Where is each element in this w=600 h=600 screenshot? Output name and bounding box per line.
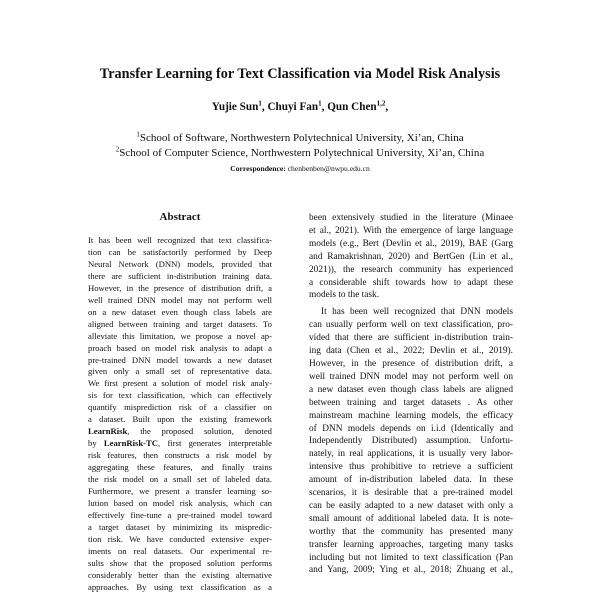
body-line: and Yang, 2009; Ying et al., 2018; Zhuang et al., (309, 565, 513, 576)
abstract-line: It has been well recognized that text classifica- (88, 235, 272, 245)
affiliations (0, 131, 600, 161)
abstract-line (88, 426, 272, 438)
body-line: can be easily adapted to a new dataset with only a (309, 500, 513, 511)
abstract-line: on a new dataset even though class labels are (88, 306, 272, 317)
author-affil-marker: 1,2 (376, 99, 386, 108)
body-line: between training and target datasets . As other (309, 397, 513, 408)
abstract-line: pre-trained DNN model towards a new dataset (88, 354, 272, 365)
intro-paragraph (309, 306, 513, 577)
body-line: well trained DNN model may not perform well on (309, 371, 513, 382)
abstract-text: , the proposed solution, denoted (127, 426, 272, 437)
abstract-line: well trained DNN model may not perform well (88, 294, 272, 305)
abstract-line: a target dataset by minimizing its mispredic- (88, 521, 272, 532)
author-affil-marker: 1 (318, 99, 322, 108)
abstract-text: by (88, 438, 104, 449)
abstract-body (88, 235, 272, 594)
abstract-line: approaches. By using text classification as a (88, 581, 272, 592)
abstract-line: iments on real datasets. Our experimental re- (88, 545, 272, 556)
body-line: mainstream machine learning models, the efficacy (309, 410, 513, 421)
abstract-line: there are sufficient in-distribution training data. (88, 270, 272, 281)
body-line: small amount of additional labeled data. It is note- (309, 513, 513, 524)
paper-title: Transfer Learning for Text Classification via Model Risk Analysis (99, 66, 501, 82)
abstract-line: lution based on model risk analysis, which can (88, 497, 272, 508)
author-name: Qun Chen (327, 101, 377, 113)
body-line: been extensively studied in the literature (Minaee (309, 213, 513, 223)
abstract-line: quantify misprediction risk of a classifier on (88, 402, 272, 413)
abstract-line: aggregating these features, and finally trains (88, 462, 272, 473)
abstract-line: Neural Network (DNN) models, provided that (88, 258, 272, 269)
method-name: LearnRisk-TC (103, 438, 159, 449)
abstract-line: effectively fine-tune a pre-trained model toward (88, 509, 272, 520)
body-line: a new dataset even though class labels are aligned (309, 384, 513, 395)
abstract-line: tion risk. We have conducted extensive exper- (88, 533, 272, 544)
abstract-line: However, in the presence of distribution drift, a (88, 282, 272, 293)
abstract-line: tion can be satisfactorily performed by Deep (88, 246, 272, 257)
body-line: of DNN models depends on i.i.d (Identically and (309, 423, 513, 434)
abstract-line: alleviate this limitation, we propose a novel ap- (88, 330, 272, 341)
body-line: vided that there are sufficient in-distribution train- (309, 333, 513, 344)
abstract-text: , first generates interpretable (158, 438, 273, 449)
author-name: Yujie Sun (211, 101, 259, 113)
author-separator: , (385, 101, 389, 113)
framework-name: LearnRisk (88, 426, 128, 437)
affiliation-line (0, 131, 600, 146)
abstract-line: aligned between training and target datasets. To (88, 318, 272, 329)
author-name: Chuyi Fan (267, 101, 319, 113)
abstract-line: Furthermore, we present a transfer learning so- (88, 486, 272, 497)
author-list (0, 101, 600, 113)
abstract-line: sults show that the proposed solution performs (88, 557, 272, 568)
body-line: models to the task. (309, 290, 380, 301)
abstract-line: sis for text classification, which can effectively (88, 390, 272, 401)
intro-paragraph (309, 212, 513, 302)
body-line: and Ramakrishnan, 2020) and BertGen (Lin et al., (309, 251, 513, 262)
affiliation-line (0, 146, 600, 161)
body-line: can usually perform well on text classification, pro- (309, 320, 513, 331)
author-separator: , (321, 101, 328, 113)
body-line: transfer learning approaches, targeting many tasks (309, 539, 513, 550)
abstract-line: the risk model on a small set of labeled data. (88, 474, 272, 485)
body-line: a considerable shift towards how to adapt these (309, 277, 513, 288)
body-line: amount of in-distribution labeled data. In these (309, 475, 513, 486)
body-line: nately, in real applications, it is usually very labor- (309, 449, 513, 460)
body-line: 2021)), the research community has experienced (309, 264, 513, 275)
correspondence-email[interactable]: chenbenben@nwpu.edu.cn (287, 164, 370, 173)
abstract-line: considerably better than the existing alternative (88, 569, 272, 580)
body-line: scenarios, it is desirable that a pre-trained model (309, 488, 513, 499)
affiliation-text: School of Software, Northwestern Polytechnical University, Xi’an, China (139, 132, 464, 144)
author-affil-marker: 1 (258, 99, 262, 108)
abstract-heading: Abstract (159, 211, 201, 223)
body-line: However, in the presence of distribution drift, a (309, 358, 513, 369)
correspondence-label: Correspondence: (230, 164, 286, 173)
affiliation-text: School of Computer Science, Northwestern Polytechnical University, Xi’an, China (119, 147, 485, 159)
abstract-line: risk features, then constructs a risk model by (88, 450, 272, 461)
abstract-line: We first present a solution of model risk analy- (88, 378, 272, 389)
correspondence (0, 164, 600, 173)
intro-body (309, 212, 513, 577)
abstract-line (88, 438, 272, 450)
body-line: including but not limited to text classification (Pan (309, 552, 513, 563)
body-line: ing data (Chen et al., 2022; Devlin et al., 2019). (309, 346, 513, 357)
author-separator: , (261, 101, 268, 113)
affiliation-marker: 1 (136, 130, 140, 139)
body-line: intensive thus prohibitive to retrieve a sufficient (309, 462, 513, 473)
body-line: It has been well recognized that DNN models (321, 307, 513, 318)
body-line: models (e.g., Bert (Devlin et al., 2019), BAE (Garg (309, 238, 513, 249)
abstract-line: proach based on model risk analysis to adapt a (88, 342, 272, 353)
body-line: worthy that the community has presented many (309, 526, 513, 537)
body-line: Independently Distributed) assumption. Unfortu- (309, 436, 513, 447)
abstract-line: given only a small set of representative data. (88, 366, 272, 377)
abstract-line: a dataset. Built upon the existing framework (88, 414, 272, 425)
affiliation-marker: 2 (115, 145, 120, 154)
body-line: et al., 2021). With the emergence of large language (309, 225, 513, 236)
